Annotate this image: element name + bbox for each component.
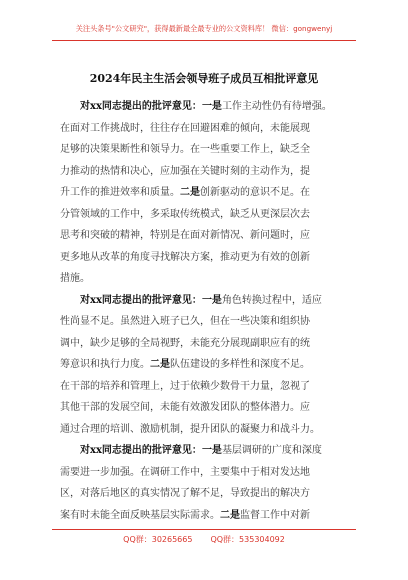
text-line <box>60 182 350 204</box>
text-segment: 分管领域的工作中，多采取传统模式，缺乏从更深层次去 <box>60 208 310 220</box>
text-segment: 力推动的热情和决心，应加强在关键时刻的主动作为，提 <box>60 165 310 177</box>
text-line <box>60 290 350 312</box>
paragraph <box>60 440 350 526</box>
text-line <box>60 311 350 333</box>
text-segment: 通过合理的培训、激励机制，提升团队的凝聚力和战斗力。 <box>60 423 320 435</box>
bold-text: 对xx同志提出的批评意见： <box>80 445 202 456</box>
text-line <box>60 96 350 118</box>
footer-contact <box>0 534 408 545</box>
text-segment: 思考和突破的精神，特别是在面对新情况、新问题时，应 <box>60 230 310 241</box>
text-segment: 足够的决策果断性和领导力。在一些重要工作上，缺乏全 <box>60 144 310 155</box>
paragraph <box>60 290 350 441</box>
text-line <box>60 225 350 247</box>
text-segment: 筹意识和执行力度。 <box>60 359 150 370</box>
header-divider <box>52 40 356 41</box>
text-segment: 角色转换过程中，适应 <box>221 294 322 306</box>
text-line <box>60 376 350 398</box>
bold-text: 一是 <box>201 445 222 456</box>
text-segment: 需要进一步加强。在调研工作中，主要集中于相对发达地 <box>60 466 310 478</box>
text-segment: 性尚显不足。虽然进入班子已久，但在一些决策和组织协 <box>60 316 310 327</box>
text-segment: 其他干部的发展空间，未能有效激发团队的整体潜力。应 <box>60 402 310 413</box>
text-segment: 更多地从改革的角度寻找解决方案，推动更为有效的创新 <box>60 251 310 263</box>
text-segment: 区，对落后地区的真实情况了解不足，导致提出的解决方 <box>60 488 310 499</box>
text-line <box>60 118 350 140</box>
bold-text: 对xx同志提出的批评意见： <box>80 101 202 112</box>
text-line <box>60 333 350 355</box>
bold-text: 一是 <box>201 101 222 112</box>
text-segment: 在面对工作挑战时，往往存在回避困难的倾向，未能展现 <box>60 122 310 134</box>
text-line <box>60 354 350 376</box>
text-line <box>60 440 350 462</box>
text-line <box>60 268 350 290</box>
text-line <box>60 462 350 484</box>
text-segment: 创新驱动的意识不足。在 <box>200 187 310 198</box>
header-banner: 关注头条号"公文研究"，获得最新最全最专业的公文资料库！ 微信：gongwenyj <box>75 24 333 33</box>
bold-text: 一是 <box>201 294 222 306</box>
text-line <box>60 397 350 419</box>
text-segment: 措施。 <box>60 273 90 284</box>
qq-group-1-label: QQ群： <box>123 535 152 544</box>
text-segment: 队伍建设的多样性和深度不足。 <box>170 359 310 370</box>
text-segment: 工作主动性仍有待增强。 <box>221 101 332 112</box>
text-segment: 监督工作中对新 <box>240 509 310 521</box>
text-segment: 案有时未能全面反映基层实际需求。 <box>60 509 220 521</box>
bold-text: 二是 <box>180 187 200 198</box>
text-line <box>60 419 350 441</box>
paragraph <box>60 96 350 290</box>
document-body <box>60 96 350 526</box>
text-segment: 在干部的培养和管理上，过于依赖少数骨干力量，忽视了 <box>60 380 310 392</box>
text-segment: 调中，缺少足够的全局视野，未能充分展现副职应有的统 <box>60 337 310 349</box>
footer-divider <box>52 529 356 530</box>
document-title: 2024年民主生活会领导班子成员互相批评意见 <box>89 72 319 85</box>
qq-group-1-number: 30265665 <box>151 535 193 544</box>
text-line <box>60 505 350 527</box>
text-segment: 基层调研的广度和深度 <box>221 445 322 456</box>
text-line <box>60 139 350 161</box>
text-line <box>60 161 350 183</box>
text-line <box>60 204 350 226</box>
bold-text: 二是 <box>220 509 240 521</box>
qq-group-2-number: 535304092 <box>239 535 285 544</box>
text-line <box>60 483 350 505</box>
bold-text: 二是 <box>150 359 170 370</box>
text-segment: 升工作的推进效率和质量。 <box>60 187 180 198</box>
qq-group-2-label: QQ群： <box>210 535 240 544</box>
text-line <box>60 247 350 269</box>
bold-text: 对xx同志提出的批评意见： <box>80 294 202 306</box>
